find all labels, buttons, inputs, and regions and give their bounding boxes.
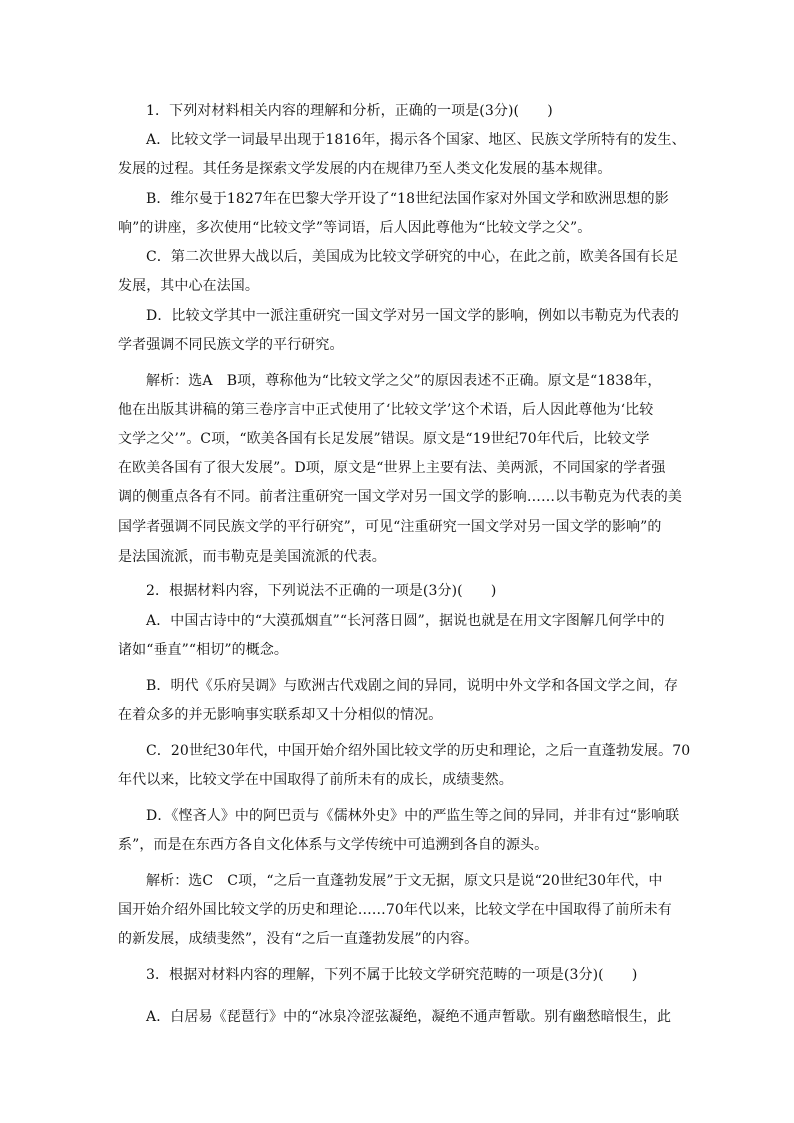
question-2-analysis-cont: 国开始介绍外国比较文学的历史和理论……70年代以来，比较文学在中国取得了前所未有 xyxy=(118,902,672,918)
question-1-option-d-cont: 学者强调不同民族文学的平行研究。 xyxy=(118,337,344,353)
question-2-option-b: B．明代《乐府吴调》与欧洲古代戏剧之间的异同，说明中外文学和各国文学之间，存 xyxy=(146,678,679,694)
question-2-analysis-cont: 的新发展，成绩斐然”，没有“之后一直蓬勃发展”的内容。 xyxy=(118,931,479,947)
question-2-stem: 2．根据材料内容，下列说法不正确的一项是(3分)( ) xyxy=(146,583,497,599)
question-1-analysis-cont: 文学之父’”。C项，“欧美各国有长足发展”错误。原文是“19世纪70年代后，比较文学 xyxy=(118,431,650,447)
question-1-option-c: C．第二次世界大战以后，美国成为比较文学研究的中心，在此之前，欧美各国有长足 xyxy=(146,249,679,265)
question-2-option-b-cont: 在着众多的并无影响事实联系却又十分相似的情况。 xyxy=(118,707,443,723)
question-1-analysis-cont: 是法国流派，而韦勒克是美国流派的代表。 xyxy=(118,549,386,565)
question-1-option-a: A．比较文学一词最早出现于1816年，揭示各个国家、地区、民族文学所特有的发生、 xyxy=(146,132,686,148)
question-2-option-a-cont: 诸如“垂直”“相切”的概念。 xyxy=(118,642,289,658)
question-1-option-c-cont: 发展，其中心在法国。 xyxy=(118,278,259,294)
question-1-option-b: B．维尔曼于1827年在巴黎大学开设了“18世纪法国作家对外国文学和欧洲思想的影 xyxy=(146,191,669,207)
question-1-option-b-cont: 响”的讲座，多次使用“比较文学”等词语，后人因此尊他为“比较文学之父”。 xyxy=(118,220,592,236)
question-3-stem: 3．根据对材料内容的理解，下列不属于比较文学研究范畴的一项是(3分)( ) xyxy=(146,967,638,983)
question-2-option-d: D．《悭吝人》中的阿巴贡与《儒林外史》中的严监生等之间的异同，并非有过“影响联 xyxy=(146,808,680,824)
question-1-analysis-cont: 调的侧重点各有不同。前者注重研究一国文学对另一国文学的影响……以韦勒克为代表的美 xyxy=(118,489,682,505)
question-2-option-a: A．中国古诗中的“大漠孤烟直”“长河落日圆”，据说也就是在用文字图解几何学中的 xyxy=(146,613,665,629)
question-2-analysis: 解析：选C C项，“之后一直蓬勃发展”于文无据，原文只是说“20世纪30年代，中 xyxy=(146,873,663,889)
question-2-option-c: C．20世纪30年代，中国开始介绍外国比较文学的历史和理论，之后一直蓬勃发展。70 xyxy=(146,743,691,759)
question-2-option-c-cont: 年代以来，比较文学在中国取得了前所未有的成长，成绩斐然。 xyxy=(118,772,513,788)
question-3-option-a: A．白居易《琵琶行》中的“冰泉冷涩弦凝绝，凝绝不通声暂歇。别有幽愁暗恨生，此 xyxy=(146,1009,672,1025)
question-1-analysis-cont: 国学者强调不同民族文学的平行研究”，可见“注重研究一国文学对另一国文学的影响”的 xyxy=(118,519,662,535)
question-1-stem: 1．下列对材料相关内容的理解和分析，正确的一项是(3分)( ) xyxy=(146,103,553,119)
question-1-option-a-cont: 发展的过程。其任务是探索文学发展的内在规律乃至人类文化发展的基本规律。 xyxy=(118,161,612,177)
question-1-analysis: 解析：选A B项，尊称他为“比较文学之父”的原因表述不正确。原文是“1838年， xyxy=(146,373,662,389)
question-1-analysis-cont: 他在出版其讲稿的第三卷序言中正式使用了‘比较文学’这个术语，后人因此尊他为‘比较 xyxy=(118,402,654,418)
question-1-option-d: D．比较文学其中一派注重研究一国文学对另一国文学的影响，例如以韦勒克为代表的 xyxy=(146,308,680,324)
question-1-analysis-cont: 在欧美各国有了很大发展”。D项，原文是“世界上主要有法、美两派，不同国家的学者强 xyxy=(118,460,666,476)
question-2-option-d-cont: 系”，而是在东西方各自文化体系与文学传统中可追溯到各自的源头。 xyxy=(118,837,549,853)
